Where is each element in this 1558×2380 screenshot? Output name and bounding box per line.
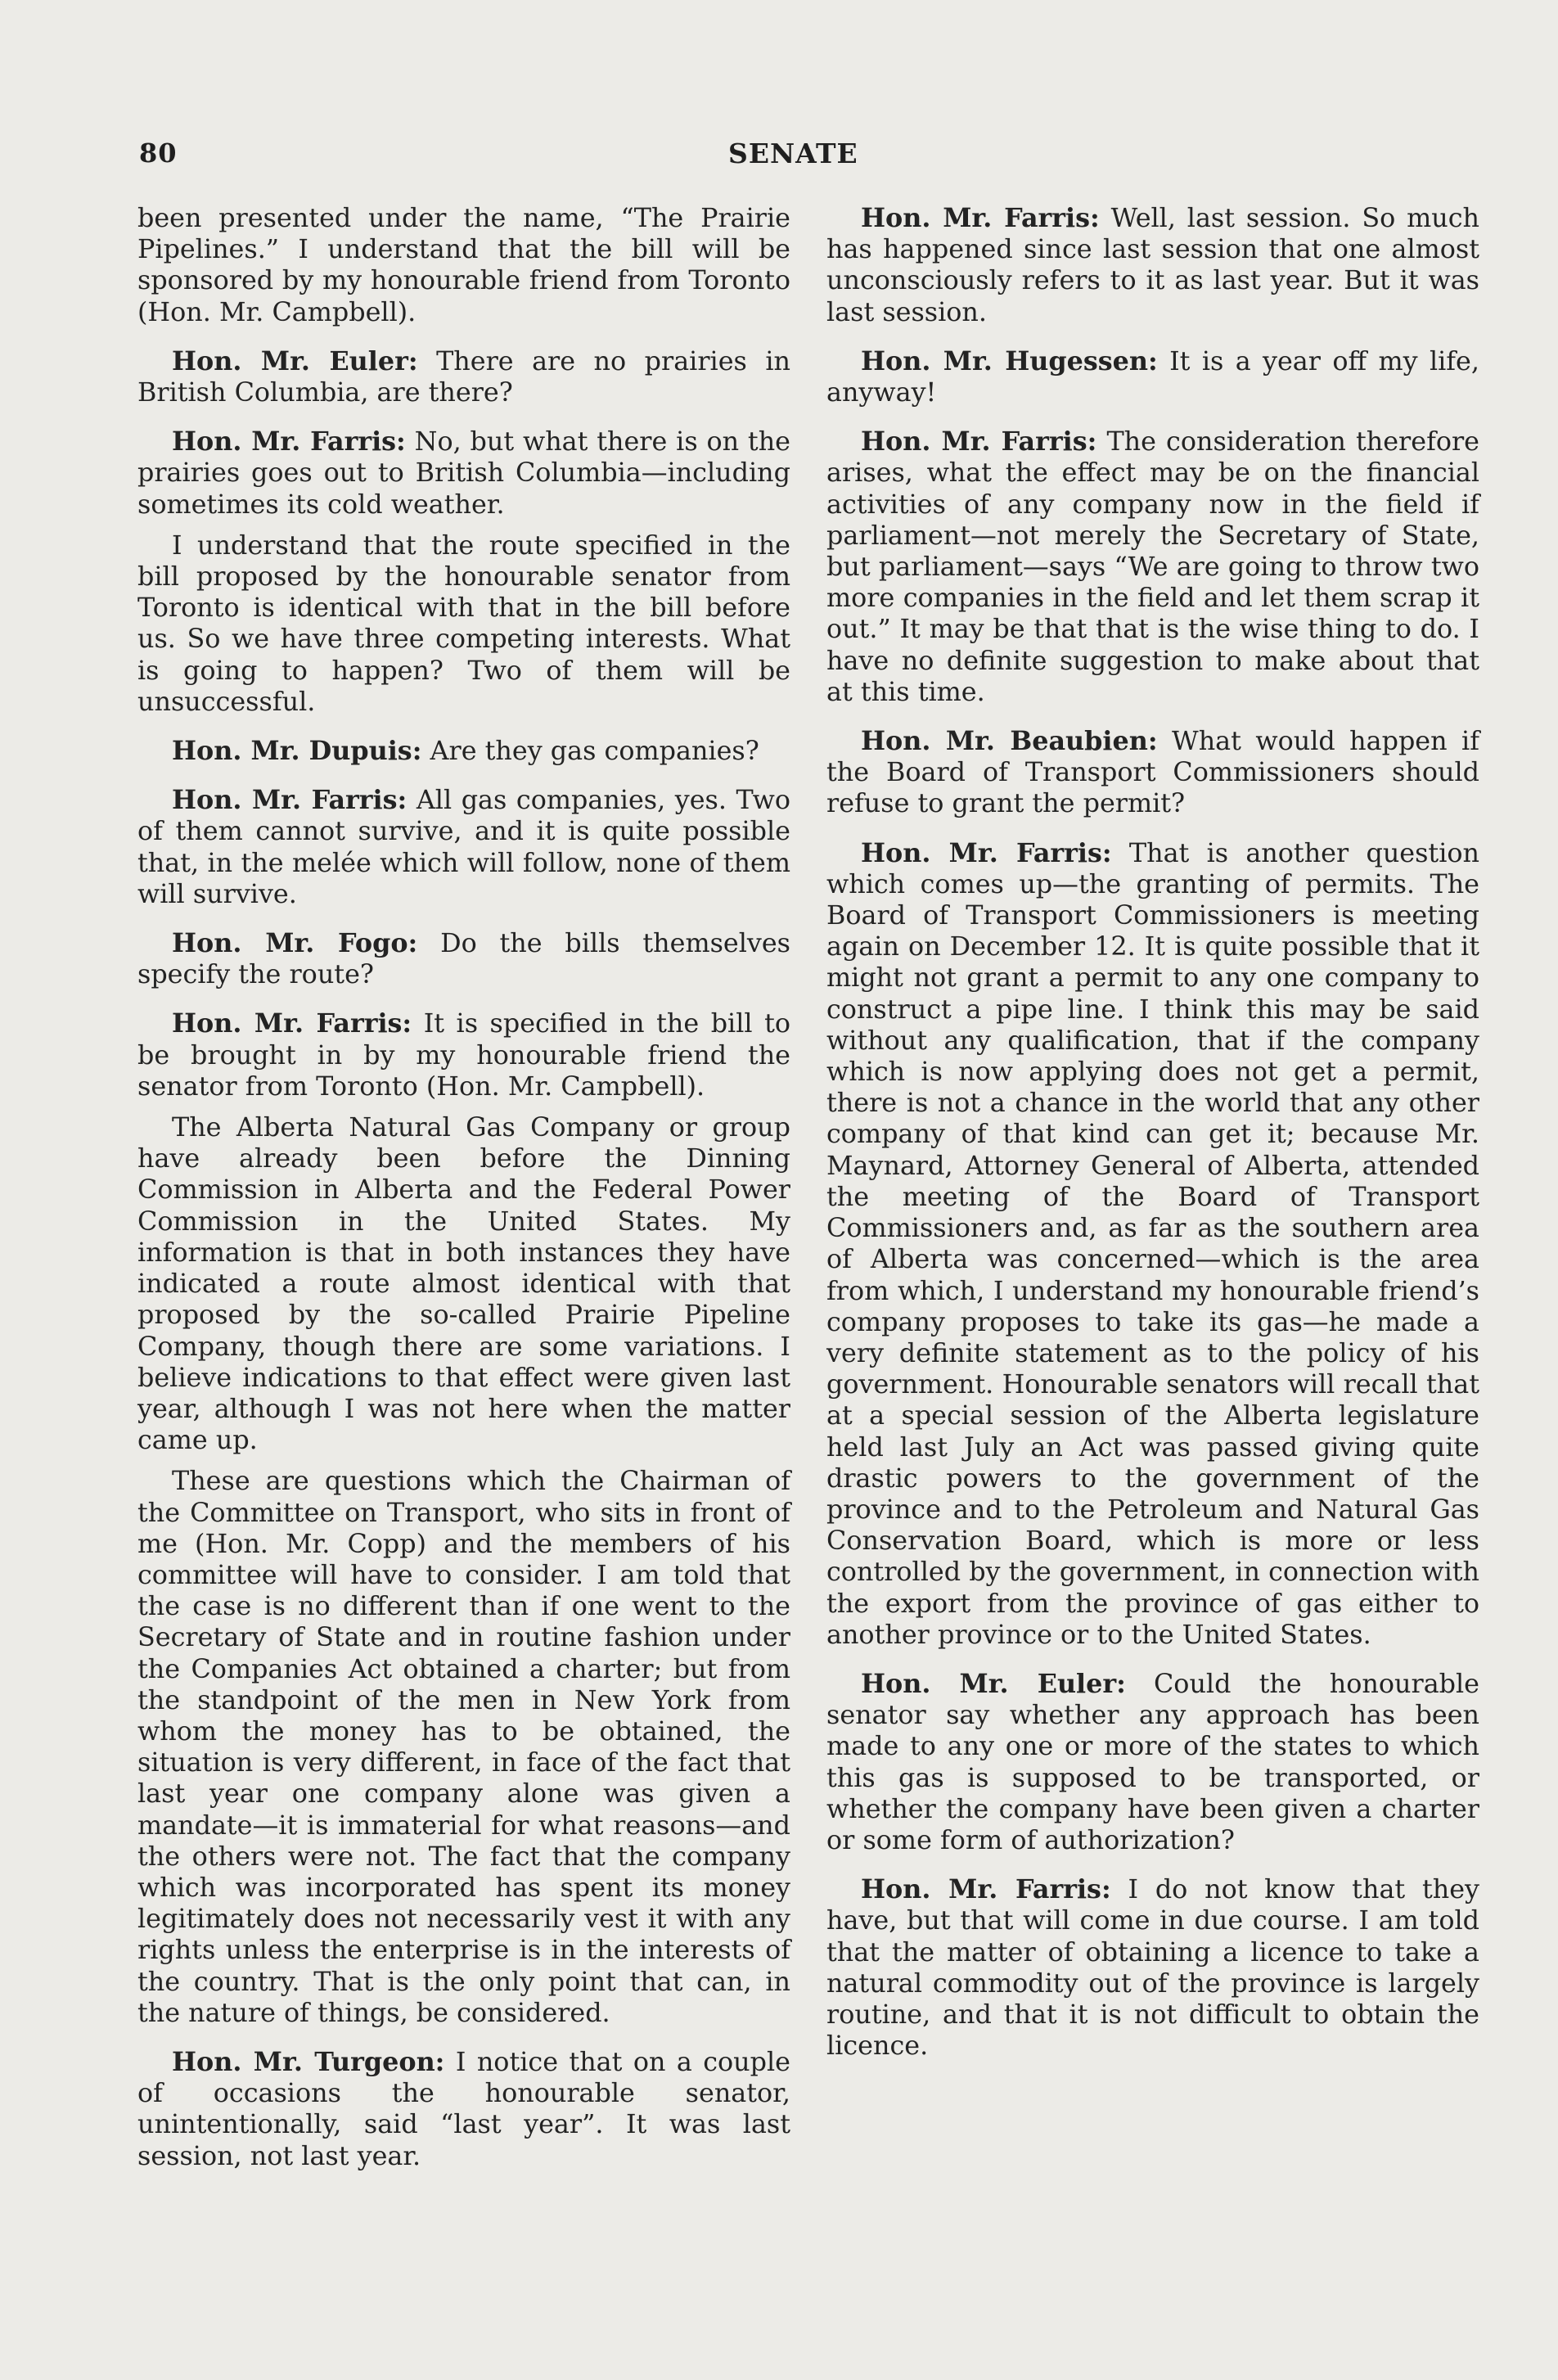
speaker-name: Hon. Mr. Beaubien: bbox=[861, 726, 1158, 757]
left-column bbox=[137, 203, 790, 2182]
speaker-name: Hon. Mr. Euler: bbox=[172, 345, 418, 376]
paragraph-text: The Alberta Natural Gas Company or group have already been before the Dinning Commission in Alberta and the Federal Power Commission in the United States. My information is that in both instances they have indicated a route almost identical with that proposed by the so-called Prairie Pipeline Company, though there are some variations. I believe indications to that effect were given last year, although I was not here when the matter came up. bbox=[137, 1112, 790, 1456]
page-header bbox=[139, 137, 1489, 178]
page-number: 80 bbox=[139, 137, 178, 169]
speech-text: I notice that on a couple of occasions the honourable senator, unintentionally, said “last year”. It was last session, not last year. bbox=[137, 2046, 790, 2171]
paragraph bbox=[137, 530, 790, 718]
speech-paragraph bbox=[826, 203, 1479, 328]
speaker-name: Hon. Mr. Farris: bbox=[172, 785, 408, 816]
speaker-name: Hon. Mr. Farris: bbox=[861, 203, 1100, 233]
speech-text: The consideration therefore arises, what the effect may be on the financial activities of any company now in the field if parliament—not merely the Secretary of State, but parliament—says “We are going to throw two more companies in the field and let them scrap it out.” It may be that that is the wise thing to do. I have no definite suggestion to make about that at this time. bbox=[826, 426, 1479, 707]
speech-text: What would happen if the Board of Transport Commissioners should refuse to grant the permit? bbox=[826, 726, 1479, 819]
speech-text: There are no prairies in British Columbia, are there? bbox=[137, 345, 790, 408]
speech-text: No, but what there is on the prairies goes out to British Columbia—including sometimes its cold weather. bbox=[137, 426, 791, 520]
speaker-name: Hon. Mr. Dupuis: bbox=[172, 736, 422, 767]
speech-paragraph bbox=[826, 346, 1479, 408]
speaker-name: Hon. Mr. Farris: bbox=[172, 426, 406, 458]
speaker-name: Hon. Mr. Turgeon: bbox=[172, 2046, 445, 2077]
speech-text: That is another question which comes up—the granting of permits. The Board of Transport Commissioners is meeting again on December 12. It is quite possible that it might not grant a permit to any one company to construct a pipe line. I think this may be said without any qualification, that if the company which is now applying does not get a permit, there is not a chance in the world that any other company of that kind can get it; because Mr. Maynard, Attorney General of Alberta, attended the meeting of the Board of Transport Commissioners and, as far as the southern area of Alberta was concerned—which is the area from which, I understand my honourable friend’s company proposes to take its gas—he made a very definite statement as to the policy of his government. Honourable senators will recall that at a special session of the Alberta legislature held last July an Act was passed giving quite drastic powers to the government of the province and to the Petroleum and Natural Gas Conservation Board, which is more or less controlled by the government, in connection with the export from the province of gas either to another province or to the United States. bbox=[826, 837, 1479, 1650]
speech-text: Well, last session. So much has happened since last session that one almost unconsciously refers to it as last year. But it was last session. bbox=[826, 203, 1479, 327]
speaker-name: Hon. Mr. Hugessen: bbox=[861, 345, 1158, 376]
speaker-name: Hon. Mr. Farris: bbox=[861, 426, 1097, 458]
paragraph bbox=[137, 1466, 790, 2029]
paragraph-text: These are questions which the Chairman of the Committee on Transport, who sits in front of me (Hon. Mr. Copp) and the members of his committee will have to consider. I am told that the case is no different than if one went to the Secretary of State and in routine fashion under the Companies Act obtained a charter; but from the standpoint of the men in New York from whom the money has to be obtained, the situation is very different, in face of the fact that last year one company alone was given a mandate—it is immaterial for what reasons—and the others were not. The fact that the company which was incorporated has spent its money legitimately does not necessarily vest it with any rights unless the enterprise is in the interests of the country. That is the only point that can, in the nature of things, be considered. bbox=[137, 1466, 790, 2028]
speaker-name: Hon. Mr. Fogo: bbox=[172, 928, 418, 959]
speech-text: It is specified in the bill to be brought in by my honourable friend the senator from Toronto (Hon. Mr. Campbell). bbox=[137, 1008, 790, 1102]
speech-text: I do not know that they have, but that will come in due course. I am told that the matter of obtaining a licence to take a natural commodity out of the province is largely routine, and that it is not difficult to obtain the licence. bbox=[826, 1874, 1479, 2062]
speech-text: All gas companies, yes. Two of them cannot survive, and it is quite possible that, in the melée which will follow, none of them will survive. bbox=[137, 785, 790, 909]
paragraph-text: I understand that the route specified in the bill proposed by the honourable senator from Toronto is identical with that in the bill before us. So we have three competing interests. What is going to happen? Two of them will be unsuccessful. bbox=[137, 530, 790, 717]
speech-text: Do the bills themselves specify the route? bbox=[137, 928, 791, 990]
paragraph-text: been presented under the name, “The Prairie Pipelines.” I understand that the bill will be sponsored by my honourable friend from Toronto (Hon. Mr. Campbell). bbox=[137, 203, 790, 327]
speech-paragraph bbox=[137, 426, 790, 521]
speaker-name: Hon. Mr. Euler: bbox=[861, 1668, 1126, 1699]
running-head: SENATE bbox=[728, 137, 858, 169]
speaker-name: Hon. Mr. Farris: bbox=[172, 1008, 412, 1039]
speech-paragraph bbox=[137, 736, 790, 767]
speech-paragraph bbox=[826, 426, 1479, 708]
speech-text: Are they gas companies? bbox=[421, 736, 759, 767]
speech-paragraph bbox=[137, 785, 790, 910]
speech-text: It is a year off my life, anyway! bbox=[826, 345, 1479, 408]
paragraph bbox=[137, 203, 790, 328]
speech-paragraph bbox=[826, 838, 1479, 1651]
speech-text: Could the honourable senator say whether any approach has been made to any one or more of the states to which this gas is supposed to be transported, or whether the company have been given a charter or some form of authorization? bbox=[826, 1668, 1479, 1855]
paragraph bbox=[137, 1112, 790, 1456]
speech-paragraph bbox=[826, 726, 1479, 820]
speech-paragraph bbox=[137, 928, 790, 990]
speaker-name: Hon. Mr. Farris: bbox=[861, 837, 1112, 868]
speech-paragraph bbox=[137, 346, 790, 408]
speech-paragraph bbox=[137, 1008, 790, 1102]
right-column bbox=[826, 203, 1479, 2071]
speech-paragraph bbox=[826, 1874, 1479, 2062]
speech-paragraph bbox=[826, 1669, 1479, 1856]
speaker-name: Hon. Mr. Farris: bbox=[861, 1874, 1111, 1905]
speech-paragraph bbox=[137, 2047, 790, 2172]
